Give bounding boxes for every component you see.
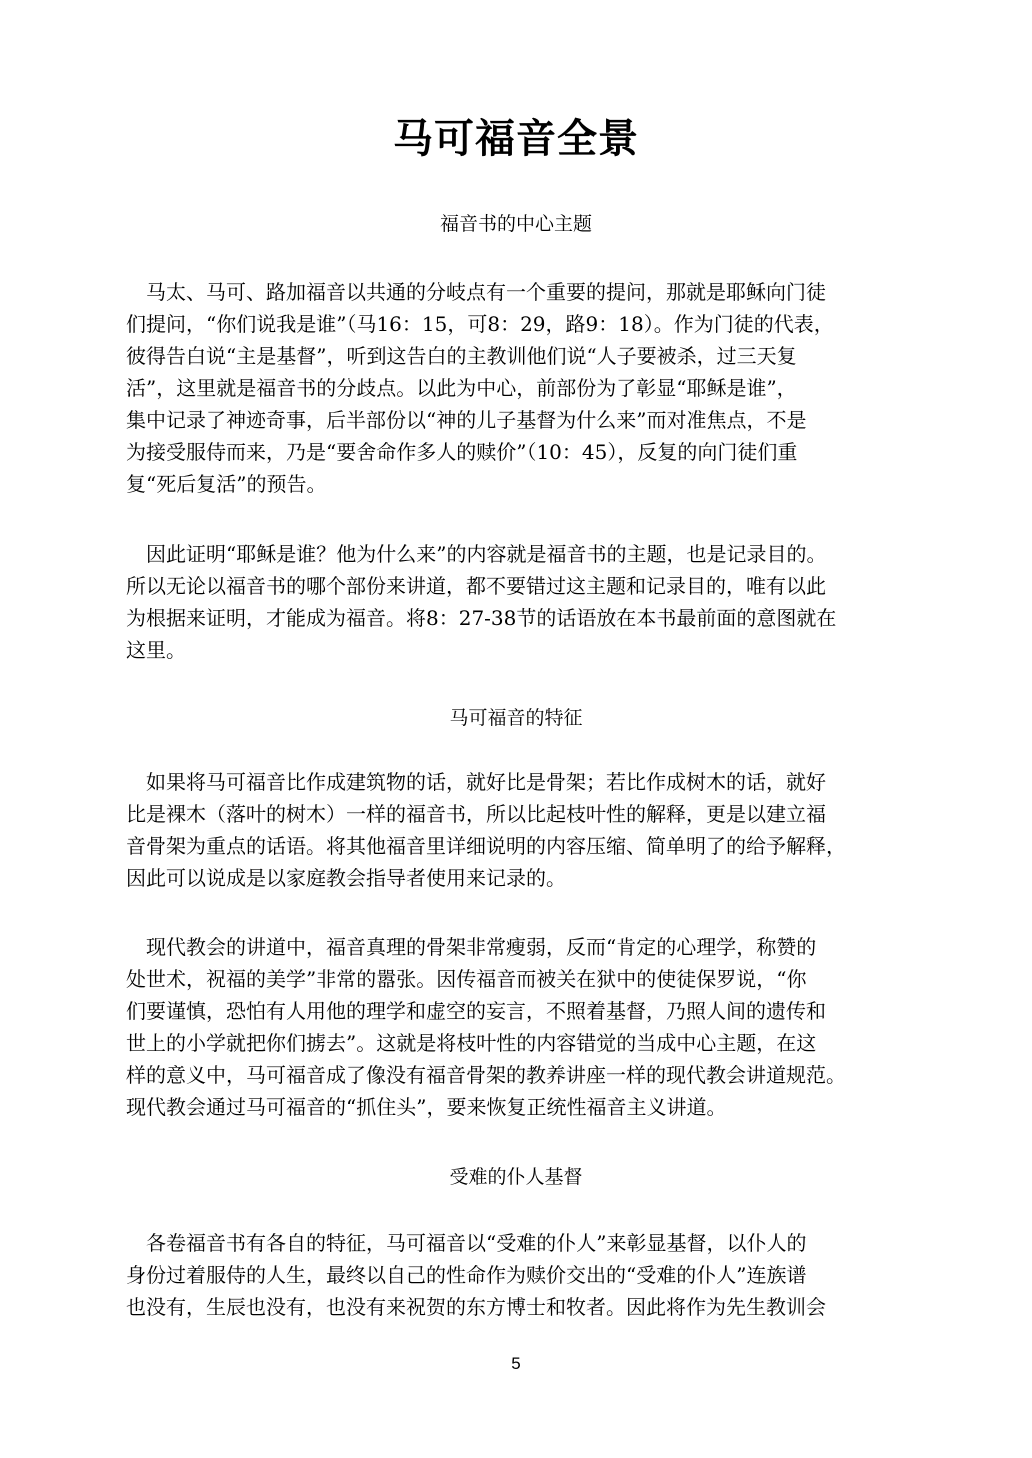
- text-line: 为接受服侍而来，乃是“要舍命作多人的赎价”（10：45），反复的向门徒们重: [126, 440, 798, 464]
- text-line: 因此证明“耶稣是谁？他为什么来”的内容就是福音书的主题，也是记录目的。: [146, 542, 827, 566]
- paragraph: [126, 1227, 910, 1323]
- page-number: 5: [511, 1354, 521, 1373]
- text-line: 活”，这里就是福音书的分歧点。以此为中心，前部份为了彰显“耶稣是谁”，: [126, 376, 797, 400]
- page-title: 马可福音全景: [393, 114, 639, 162]
- text-line: 世上的小学就把你们掳去”。这就是将枝叶性的内容错觉的当成中心主题，在这: [126, 1031, 817, 1055]
- text-line: 处世术，祝福的美学”非常的嚣张。因传福音而被关在狱中的使徒保罗说，“你: [126, 967, 807, 991]
- section-heading-suffering-servant: 受难的仆人基督: [449, 1166, 583, 1188]
- section-heading-mark-features: 马可福音的特征: [449, 707, 583, 729]
- text-line: 现代教会通过马可福音的“抓住头”，要来恢复正统性福音主义讲道。: [126, 1095, 727, 1119]
- text-line: 们提问，“你们说我是谁”（马16：15，可8：29，路9：18）。作为门徒的代表，: [126, 312, 834, 336]
- text-line: 身份过着服侍的人生，最终以自己的性命作为赎价交出的“受难的仆人”连族谱: [126, 1263, 807, 1287]
- section-heading-central-theme: 福音书的中心主题: [439, 213, 592, 235]
- text-line: 因此可以说成是以家庭教会指导者使用来记录的。: [126, 866, 566, 890]
- text-line: 音骨架为重点的话语。将其他福音里详细说明的内容压缩、简单明了的给予解释，: [126, 834, 846, 858]
- text-line: 为根据来证明，才能成为福音。将8：27-38节的话语放在本书最前面的意图就在: [126, 606, 837, 630]
- text-line: 集中记录了神迹奇事，后半部份以“神的儿子基督为什么来”而对准焦点，不是: [126, 408, 807, 432]
- text-line: 所以无论以福音书的哪个部份来讲道，都不要错过这主题和记录目的，唯有以此: [126, 574, 826, 598]
- text-line: 马太、马可、路加福音以共通的分岐点有一个重要的提问，那就是耶稣向门徒: [146, 280, 826, 304]
- text-line: 各卷福音书有各自的特征，马可福音以“受难的仆人”来彰显基督，以仆人的: [146, 1231, 807, 1255]
- paragraph: [126, 276, 910, 500]
- text-line: 如果将马可福音比作成建筑物的话，就好比是骨架；若比作成树木的话，就好: [146, 770, 826, 794]
- text-line: 彼得告白说“主是基督”，听到这告白的主教训他们说“人子要被杀，过三天复: [126, 344, 797, 368]
- paragraph: [126, 931, 910, 1123]
- text-line: 这里。: [126, 638, 186, 662]
- text-line: 比是裸木（落叶的树木）一样的福音书，所以比起枝叶性的解释，更是以建立福: [126, 802, 826, 826]
- text-line: 们要谨慎，恐怕有人用他的理学和虚空的妄言，不照着基督，乃照人间的遗传和: [126, 999, 826, 1023]
- paragraph: [126, 766, 910, 894]
- text-line: 样的意义中，马可福音成了像没有福音骨架的教养讲座一样的现代教会讲道规范。: [126, 1063, 846, 1087]
- text-line: 现代教会的讲道中，福音真理的骨架非常瘦弱，反而“肯定的心理学，称赞的: [146, 935, 817, 959]
- text-line: 复“死后复活”的预告。: [126, 472, 327, 496]
- text-line: 也没有，生辰也没有，也没有来祝贺的东方博士和牧者。因此将作为先生教训会: [126, 1295, 826, 1319]
- paragraph: [126, 538, 910, 666]
